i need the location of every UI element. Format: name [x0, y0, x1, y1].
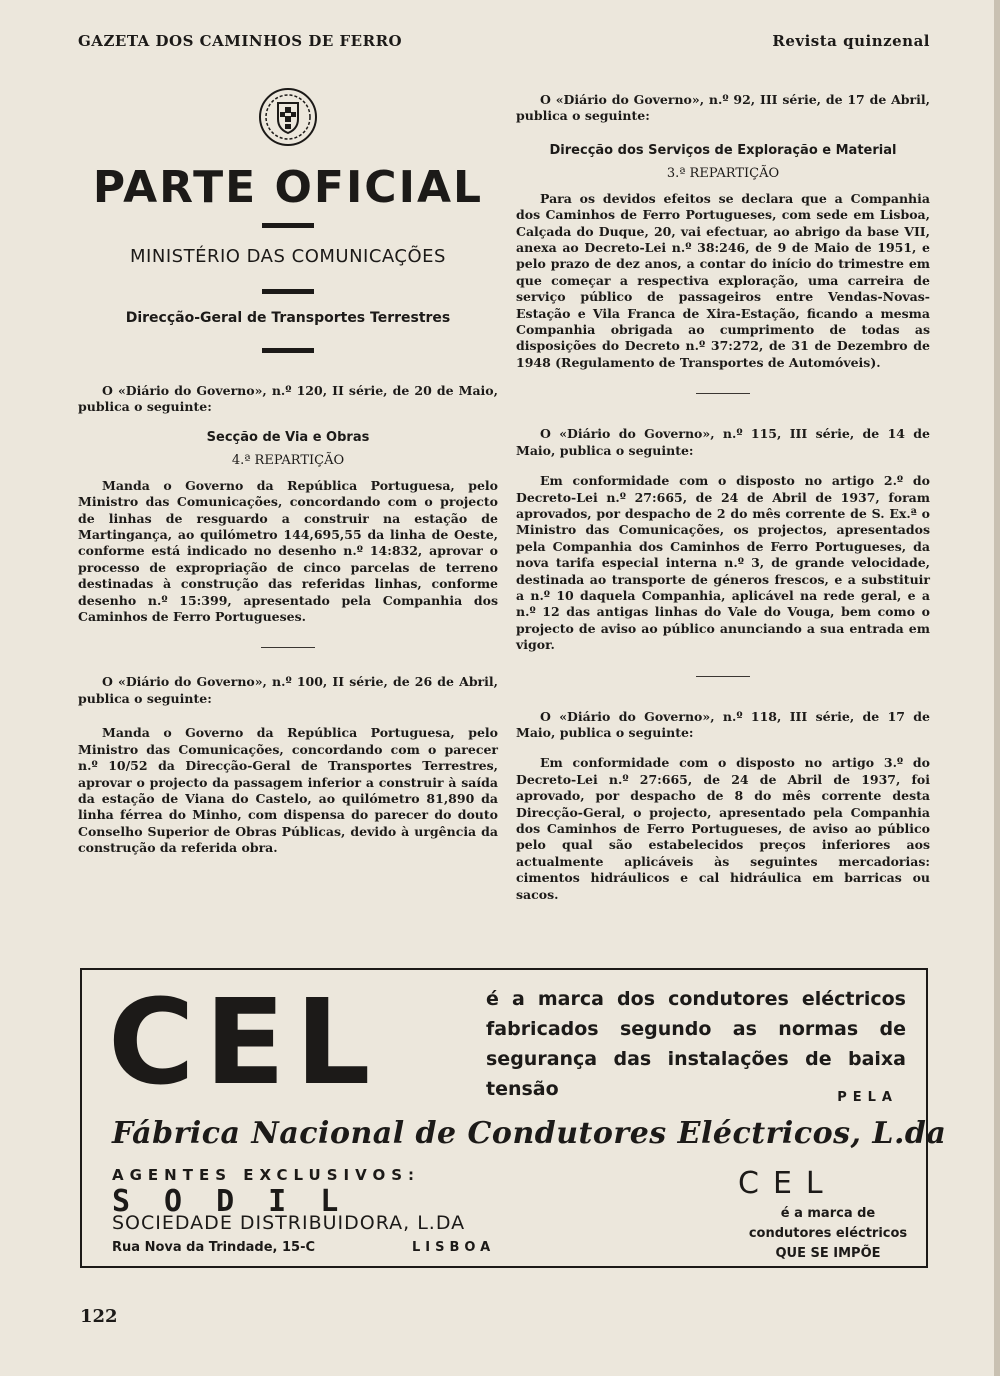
section-title: PARTE OFICIAL	[92, 162, 484, 213]
repartition-heading: 3.ª REPARTIÇÃO	[666, 165, 780, 181]
notice-body: Manda o Governo da República Portuguesa, pelo Ministro das Comunicações, concordando com o projecto de linhas de resguardo a construir na estação de Martingança, ao quilómetro 144,695,55 da linha de Oeste, conforme está indicado no desenho n.º 14:832, aprovar o processo de expropriação de cinco parcelas de terreno destinadas à construção das referidas linhas, conforme desenho n.º 15:399, apresentado pela Companhia dos Caminhos de Ferro Portugueses.	[78, 477, 498, 625]
ad-company: Fábrica Nacional de Condutores Eléctricos, L.da	[112, 1116, 947, 1151]
notice-intro: O «Diário do Governo», n.º 118, III série, de 17 de Maio, publica o seguinte:	[516, 708, 930, 740]
divider	[262, 289, 314, 294]
notice-body: Para os devidos efeitos se declara que a Companhia dos Caminhos de Ferro Portugueses, com sede em Lisboa, Calçada do Duque, 20, vai efectuar, ao abrigo da base VII, anexa ao Decreto-Lei n.º 38:246, de 9 de Maio de 1951, e pelo prazo de dez anos, a contar do início do trimestre em que começar a respectiva exploração, uma carreira de serviço público de passageiros entre Vendas-Novas-Estação e Vila Franca de Xira-Estação, ficando a mesma Companhia obrigada ao cumprimento de todas as disposições do Decreto n.º 37:272, de 31 de Dezembro de 1948 (Regulamento de Transportes de Automóveis).	[516, 190, 930, 370]
page-number: 122	[80, 1306, 118, 1327]
notice-intro: O «Diário do Governo», n.º 100, II série, de 26 de Abril, publica o seguinte:	[78, 674, 498, 706]
ministry-heading: MINISTÉRIO DAS COMUNICAÇÕES	[130, 246, 446, 267]
ad-tagline: é a marca dos condutores eléctricos fabricados segundo as normas de segurança das instalações de baixa tensão	[486, 988, 906, 1100]
divider	[696, 676, 750, 677]
running-head	[78, 32, 930, 54]
right-column	[516, 92, 930, 903]
directorate-heading: Direcção-Geral de Transportes Terrestres	[125, 310, 451, 326]
divider	[262, 223, 314, 228]
ad-pela: PELA	[837, 1090, 898, 1105]
repartition-heading: 4.ª REPARTIÇÃO	[231, 452, 345, 468]
ad-agent: SODIL	[112, 1184, 373, 1219]
advertisement	[80, 968, 947, 1268]
divider	[696, 393, 750, 394]
section-heading: Direcção dos Serviços de Exploração e Material	[549, 142, 897, 158]
divider	[262, 348, 314, 353]
ad-city: LISBOA	[412, 1240, 496, 1255]
notice-intro: O «Diário do Governo», n.º 92, III série, de 17 de Abril, publica o seguinte:	[516, 92, 930, 124]
journal-title: GAZETA DOS CAMINHOS DE FERRO	[78, 32, 403, 50]
notice-intro: O «Diário do Governo», n.º 120, II série, de 20 de Maio, publica o seguinte:	[78, 383, 498, 415]
ad-brand-small: CEL	[738, 1166, 837, 1201]
ad-brand-small-tagline: é a marca de condutores eléctricos QUE SE IMPÕE	[748, 1206, 908, 1261]
notice-intro: O «Diário do Governo», n.º 115, III série, de 14 de Maio, publica o seguinte:	[516, 426, 930, 458]
ad-agent-full: SOCIEDADE DISTRIBUIDORA, L.DA	[112, 1212, 466, 1234]
page-edge	[994, 0, 1000, 1376]
ad-agents-label: AGENTES EXCLUSIVOS:	[112, 1166, 420, 1184]
coat-of-arms-icon	[256, 85, 320, 149]
divider	[261, 647, 315, 648]
left-column	[78, 85, 498, 857]
notice-body: Em conformidade com o disposto no artigo 3.º do Decreto-Lei n.º 27:665, de 24 de Abril de 1937, foi aprovado, por despacho de 8 do mês corrente desta Direcção-Geral, o projecto, apresentado pela Companhia dos Caminhos de Ferro Portugueses, de aviso ao público pelo qual são estabelecidos preços inferiores aos actualmente aplicáveis às seguintes mercadorias: cimentos hidráulicos e cal hidráulica em barricas ou sacos.	[516, 755, 930, 902]
ad-brand: CEL	[108, 973, 381, 1111]
notice-body: Manda o Governo da República Portuguesa, pelo Ministro das Comunicações, concordando com o parecer n.º 10/52 da Direcção-Geral de Transportes Terrestres, aprovar o projecto da passagem inferior a construir à saída da estação de Viana do Castelo, ao quilómetro 81,890 da linha férrea do Minho, com dispensa do parecer do douto Conselho Superior de Obras Públicas, devido à urgência da construção da referida obra.	[78, 725, 498, 856]
section-heading: Secção de Via e Obras	[206, 429, 370, 445]
ad-address: Rua Nova da Trindade, 15-C	[112, 1240, 316, 1255]
notice-body: Em conformidade com o disposto no artigo 2.º do Decreto-Lei n.º 27:665, de 24 de Abril de 1937, foram aprovados, por despacho de 2 do mês corrente de S. Ex.ª o Ministro das Comunicações, os projectos, apresentados pela Companhia dos Caminhos de Ferro Portugueses, da nova tarifa especial interna n.º 3, de grande velocidade, destinada ao transporte de géneros frescos, e a substituir a n.º 10 daquela Companhia, aplicável na rede geral, e a n.º 12 das antigas linhas do Vale do Vouga, bem como o projecto de aviso ao público anunciando a sua entrada em vigor.	[516, 473, 930, 653]
journal-subtitle: Revista quinzenal	[772, 32, 930, 50]
